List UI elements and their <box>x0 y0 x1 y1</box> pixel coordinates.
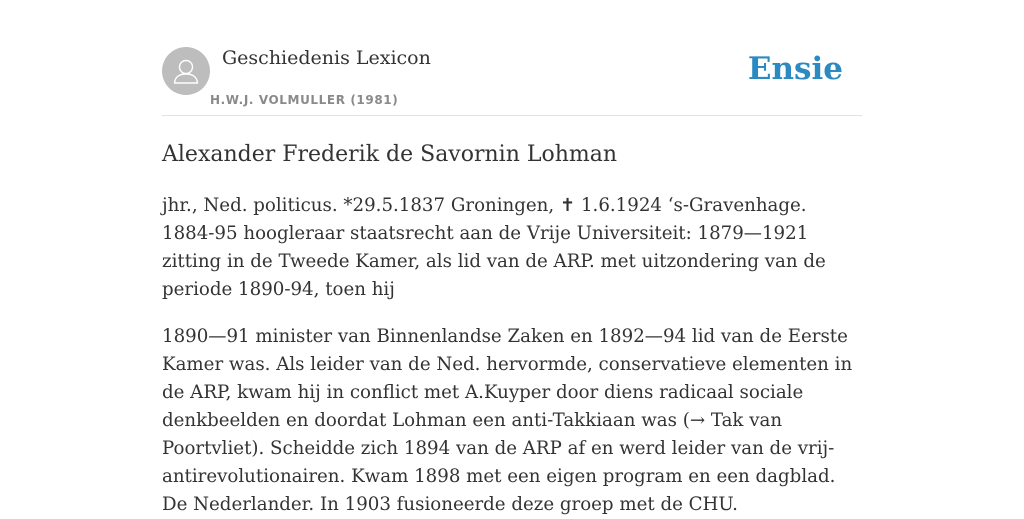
brand-logo[interactable]: Ensie <box>747 51 843 87</box>
avatar <box>162 47 210 95</box>
user-icon <box>162 47 210 95</box>
entry-title: Alexander Frederik de Savornin Lohman <box>162 142 618 167</box>
entry-paragraph-2: 1890—91 minister van Binnenlandse Zaken en 1892—94 lid van de Eerste Kamer was. Als leider van de Ned. hervormde, conservatieve elementen in de ARP, kwam hij in conflict met A.Kuyper door diens radicaal sociale denkbeelden en doordat Lohman een anti-Takkiaan was (→ Tak van Poortvliet). Scheidde zich 1894 van de ARP af en werd leider van de vrij-antirevolutionairen. Kwam 1898 met een eigen program en een dagblad. De Nederlander. In 1903 fusioneerde deze groep met de CHU. <box>162 326 853 515</box>
source-title[interactable]: Geschiedenis Lexicon <box>222 47 431 69</box>
source-header <box>162 46 862 116</box>
entry-paragraph-1: jhr., Ned. politicus. *29.5.1837 Groningen, ✝ 1.6.1924 ‘s-Gravenhage. 1884-95 hoogleraar staatsrecht aan de Vrije Universiteit: 1879—1921 zitting in de Tweede Kamer, als lid van de ARP. met uitzondering van de periode 1890-94, toen hij <box>162 195 826 300</box>
entry-card <box>162 46 862 519</box>
source-author[interactable]: H.W.J. VOLMULLER (1981) <box>210 93 399 107</box>
